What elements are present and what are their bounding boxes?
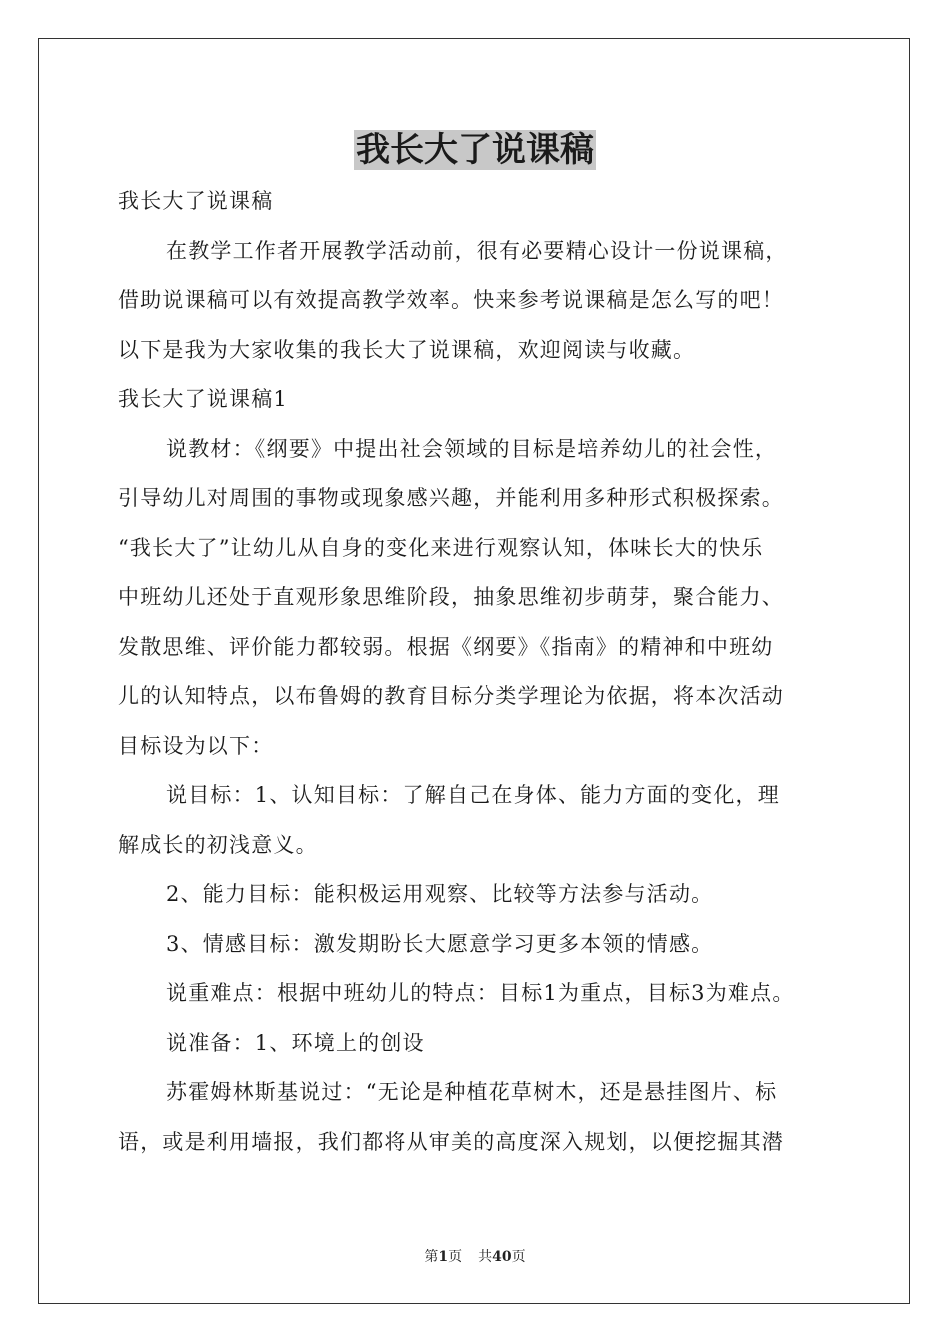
document-body [118,177,834,1167]
text-line: 我长大了说课稿1 [118,387,288,411]
text-line: 儿的认知特点，以布鲁姆的教育目标分类学理论为依据，将本次活动 [118,684,784,708]
text-line: 我长大了说课稿 [118,189,274,213]
text-line: 以下是我为大家收集的我长大了说课稿，欢迎阅读与收藏。 [118,337,696,362]
text-line: 说教材：《纲要》中提出社会领域的目标是培养幼儿的社会性， [166,436,778,461]
text-line: 中班幼儿还处于直观形象思维阶段，抽象思维初步萌芽，聚合能力、 [118,585,784,609]
text-line: 说重难点：根据中班幼儿的特点：目标1为重点，目标3为难点。 [166,981,795,1005]
text-line: 借助说课稿可以有效提高教学效率。快来参考说课稿是怎么写的吧！ [118,288,784,312]
footer-total-suffix: 页 [511,1249,526,1265]
page-footer [0,1246,950,1266]
text-line: 3、情感目标：激发期盼长大愿意学习更多本领的情感。 [166,931,714,956]
document-title: 我长大了说课稿 [356,130,594,170]
footer-page-prefix: 第 [424,1249,439,1265]
footer-page-number: 1 [438,1249,449,1265]
text-line: 语，或是利用墙报，我们都将从审美的高度深入规划，以便挖掘其潜 [118,1129,784,1154]
text-line: 说目标：1、认知目标：了解自己在身体、能力方面的变化，理 [166,783,780,807]
text-line: 引导幼儿对周围的事物或现象感兴趣，并能利用多种形式积极探索。 [118,486,784,510]
text-line: 目标设为以下： [118,733,274,758]
text-line: 苏霍姆林斯基说过：“无论是种植花草树木，还是悬挂图片、标 [166,1080,778,1104]
footer-total-pages: 40 [492,1249,512,1265]
text-line: 2、能力目标：能积极运用观察、比较等方法参与活动。 [166,882,714,906]
text-line: 在教学工作者开展教学活动前，很有必要精心设计一份说课稿， [166,238,788,263]
footer-total-prefix: 共 [478,1249,493,1265]
text-line: “我长大了”让幼儿从自身的变化来进行观察认知，体味长大的快乐 [118,535,764,560]
text-line: 发散思维、评价能力都较弱。根据《纲要》《指南》的精神和中班幼 [118,634,774,659]
text-line: 说准备：1、环境上的创设 [166,1030,425,1055]
text-line: 解成长的初浅意义。 [118,832,318,857]
footer-page-suffix: 页 [448,1249,463,1265]
